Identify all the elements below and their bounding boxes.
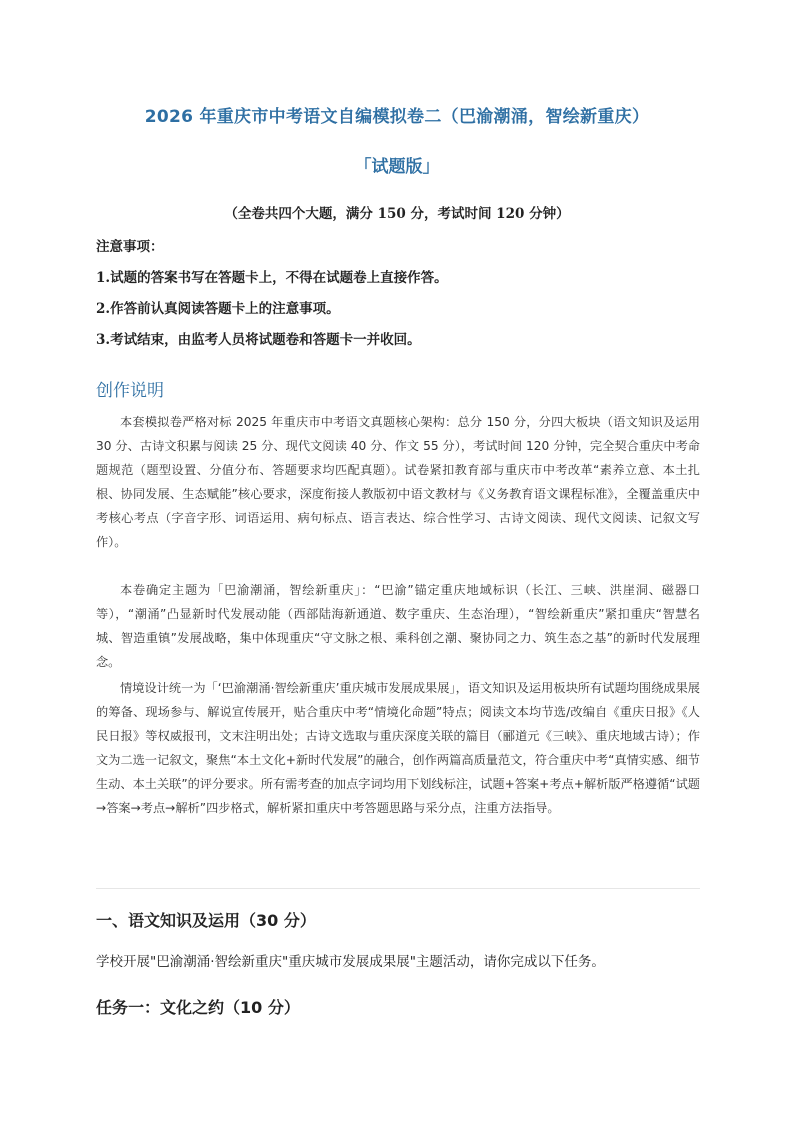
page-title: 2026 年重庆市中考语文自编模拟卷二（巴渝潮涌，智绘新重庆） xyxy=(144,107,650,127)
creation-paragraph: 本套模拟卷严格对标 2025 年重庆市中考语文真题核心架构：总分 150 分，分四大板块（语文知识及运用 30 分、古诗文积累与阅读 25 分、现代文阅读 40 分、作文 55 分），考试时间 120 分钟，完全契合重庆中考命题规范（题型设置、分值分布、答题要求均匹配真题）。试卷紧扣教育部与重庆市中考改革“素养立意、本土扎根、协同发展、生态赋能”核心要求，深度衔接人教版初中语文教材与《义务教育语文课程标准》，全覆盖重庆中考核心考点（字音字形、词语运用、病句标点、语言表达、综合性学习、古诗文阅读、现代文阅读、记叙文写作）。 xyxy=(96,415,700,549)
section-intro: 学校开展"巴渝潮涌·智绘新重庆"重庆城市发展成果展"主题活动，请你完成以下任务。 xyxy=(96,954,605,970)
notes-block xyxy=(96,232,716,356)
task-heading: 任务一：文化之约（10 分） xyxy=(96,998,300,1017)
creation-heading: 创作说明 xyxy=(96,381,164,401)
notes-item: 2.作答前认真阅读答题卡上的注意事项。 xyxy=(96,301,340,317)
creation-paragraph: 情境设计统一为「‘巴渝潮涌·智绘新重庆’重庆城市发展成果展」，语文知识及运用板块所有试题均围绕成果展的筹备、现场参与、解说宣传展开，贴合重庆中考“情境化命题”特点；阅读文本均节选/改编自《重庆日报》《人民日报》等权威报刊，文末注明出处；古诗文选取与重庆深度关联的篇目（郦道元《三峡》、重庆地域古诗）；作文为二选一记叙文，聚焦“本土文化+新时代发展”的融合，创作两篇高质量范文，符合重庆中考“真情实感、细节生动、本土关联”的评分要求。所有需考查的加点字词均用下划线标注，试题+答案+考点+解析版严格遵循“试题→答案→考点→解析”四步格式，解析紧扣重庆中考答题思路与采分点，注重方法指导。 xyxy=(96,681,700,815)
page-subtitle: 「试题版」 xyxy=(354,157,440,177)
exam-info: （全卷共四个大题，满分 150 分，考试时间 120 分钟） xyxy=(224,206,570,222)
section-heading: 一、语文知识及运用（30 分） xyxy=(96,911,316,930)
section-divider xyxy=(96,888,700,889)
notes-heading: 注意事项： xyxy=(96,239,164,255)
creation-paragraph: 本卷确定主题为「巴渝潮涌，智绘新重庆」：“巴渝”锚定重庆地域标识（长江、三峡、洪崖洞、磁器口等），“潮涌”凸显新时代发展动能（西部陆海新通道、数字重庆、生态治理），“智绘新重庆”紧扣重庆“智慧名城、智造重镇”发展战略，集中体现重庆“守文脉之根、乘科创之潮、聚协同之力、筑生态之基”的新时代发展理念。 xyxy=(96,583,700,669)
notes-item: 1.试题的答案书写在答题卡上，不得在试题卷上直接作答。 xyxy=(96,270,448,286)
notes-item: 3.考试结束，由监考人员将试题卷和答题卡一并收回。 xyxy=(96,332,421,348)
